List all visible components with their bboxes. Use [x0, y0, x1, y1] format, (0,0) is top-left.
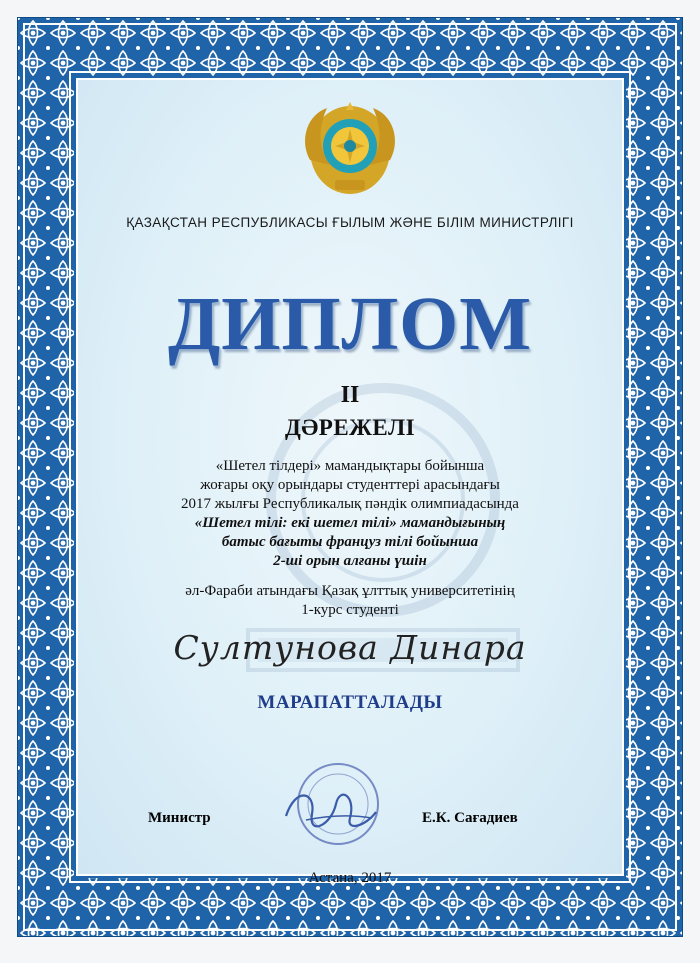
specialty-line-2: батыс бағыты француз тілі бойынша: [221, 534, 479, 550]
university-line: әл-Фараби атындағы Қазақ ұлттық университетінің: [185, 583, 515, 599]
specialty-line-1: «Шетел тілі: екі шетел тілі» мамандығының: [194, 515, 506, 531]
ministry-heading: ҚАЗАҚСТАН РЕСПУБЛИКАСЫ ҒЫЛЫМ ЖӘНЕ БІЛІМ МИНИСТРЛІГІ: [126, 215, 574, 230]
degree-number: II: [340, 382, 360, 408]
diploma-frame: [18, 18, 682, 936]
award-word: МАРАПАТТАЛАДЫ: [257, 692, 443, 713]
body-line-3: 2017 жылғы Республикалық пәндік олимпиадасында: [181, 496, 519, 512]
degree-word: ДӘРЕЖЕЛІ: [284, 415, 416, 440]
signature-name: Е.К. Сағадиев: [422, 810, 518, 826]
course-line: 1-курс студенті: [301, 602, 399, 618]
body-line-2: жоғары оқу орындары студенттері арасындағы: [200, 477, 500, 493]
kazakhstan-emblem-icon: [297, 100, 403, 200]
place-date: Астана, 2017: [308, 870, 392, 886]
recipient-name: Султунова Динара: [173, 628, 527, 667]
ministry-stamp-icon: [276, 756, 386, 856]
place-awarded-line: 2-ші орын алғаны үшін: [273, 553, 427, 569]
body-line-1: «Шетел тілдері» мамандықтары бойынша: [215, 458, 485, 474]
diploma-title: ДИПЛОМ: [168, 282, 532, 366]
diploma-content: [78, 80, 622, 886]
signature-position: Министр: [148, 810, 211, 826]
